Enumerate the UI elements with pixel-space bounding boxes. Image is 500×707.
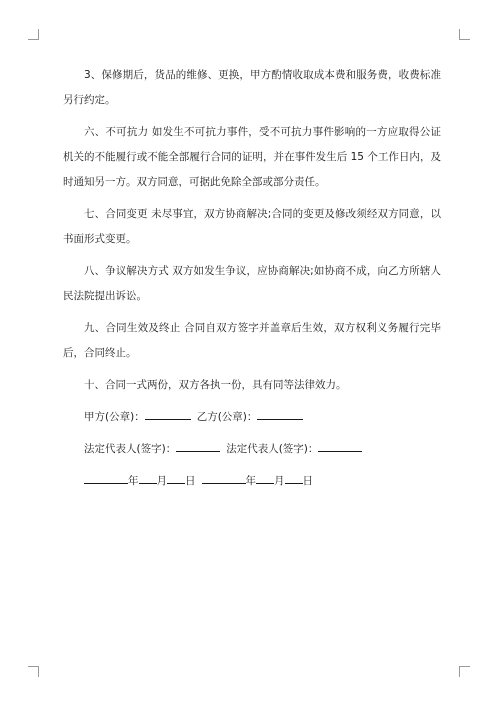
date-b-month-blank bbox=[256, 471, 274, 484]
party-a-rep-blank bbox=[176, 439, 220, 452]
date-a-year-label: 年 bbox=[128, 475, 139, 487]
date-a-month-label: 月 bbox=[156, 475, 167, 487]
date-a-day-blank bbox=[167, 471, 185, 484]
party-a-seal-blank bbox=[145, 407, 191, 420]
date-b-day-blank bbox=[285, 471, 303, 484]
date-b-year-blank bbox=[202, 471, 246, 484]
clause-dispute-resolution: 八、争议解决方式 双方如发生争议，应协商解决;如协商不成，向乙方所辖人民法院提出诉讼。 bbox=[63, 265, 441, 302]
crop-mark-top-left bbox=[28, 29, 39, 40]
clause-copies: 十、合同一式两份，双方各执一份，具有同等法律效力。 bbox=[84, 379, 347, 391]
clause-contract-change: 七、合同变更 未尽事宜，双方协商解决;合同的变更及修改须经双方同意，以书面形式变更。 bbox=[63, 208, 441, 245]
party-b-rep-blank bbox=[318, 439, 362, 452]
clause-warranty-after: 3、保修期后，货品的维修、更换，甲方酌情收取成本费和服务费，收费标准另行约定。 bbox=[63, 69, 441, 106]
party-b-seal-blank bbox=[257, 407, 303, 420]
party-b-seal-label: 乙方(公章)： bbox=[196, 411, 258, 423]
seal-line bbox=[63, 405, 441, 430]
date-b-year-label: 年 bbox=[245, 475, 256, 487]
party-a-rep-label: 法定代表人(签字)： bbox=[84, 443, 177, 455]
contract-body bbox=[63, 63, 441, 501]
representative-line bbox=[63, 437, 441, 462]
clause-force-majeure: 六、不可抗力 如发生不可抗力事件，受不可抗力事件影响的一方应取得公证机关的不能履行或不能全部履行合同的证明，并在事件发生后 15 个工作日内，及时通知另一方。双方同意，可据此免除全部或部分责任。 bbox=[63, 126, 441, 188]
date-a-day-label: 日 bbox=[185, 475, 196, 487]
crop-mark-top-right bbox=[459, 29, 470, 40]
date-b-day-label: 日 bbox=[302, 475, 313, 487]
crop-mark-bottom-right bbox=[459, 666, 470, 677]
date-b-month-label: 月 bbox=[274, 475, 285, 487]
date-line bbox=[63, 469, 441, 494]
party-a-seal-label: 甲方(公章)： bbox=[84, 411, 145, 423]
date-a-year-blank bbox=[84, 471, 128, 484]
clause-effect-termination: 九、合同生效及终止 合同自双方签字并盖章后生效，双方权利义务履行完毕后，合同终止。 bbox=[63, 322, 441, 359]
date-a-month-blank bbox=[139, 471, 157, 484]
party-b-rep-label: 法定代表人(签字)： bbox=[226, 443, 319, 455]
crop-mark-bottom-left bbox=[28, 666, 39, 677]
